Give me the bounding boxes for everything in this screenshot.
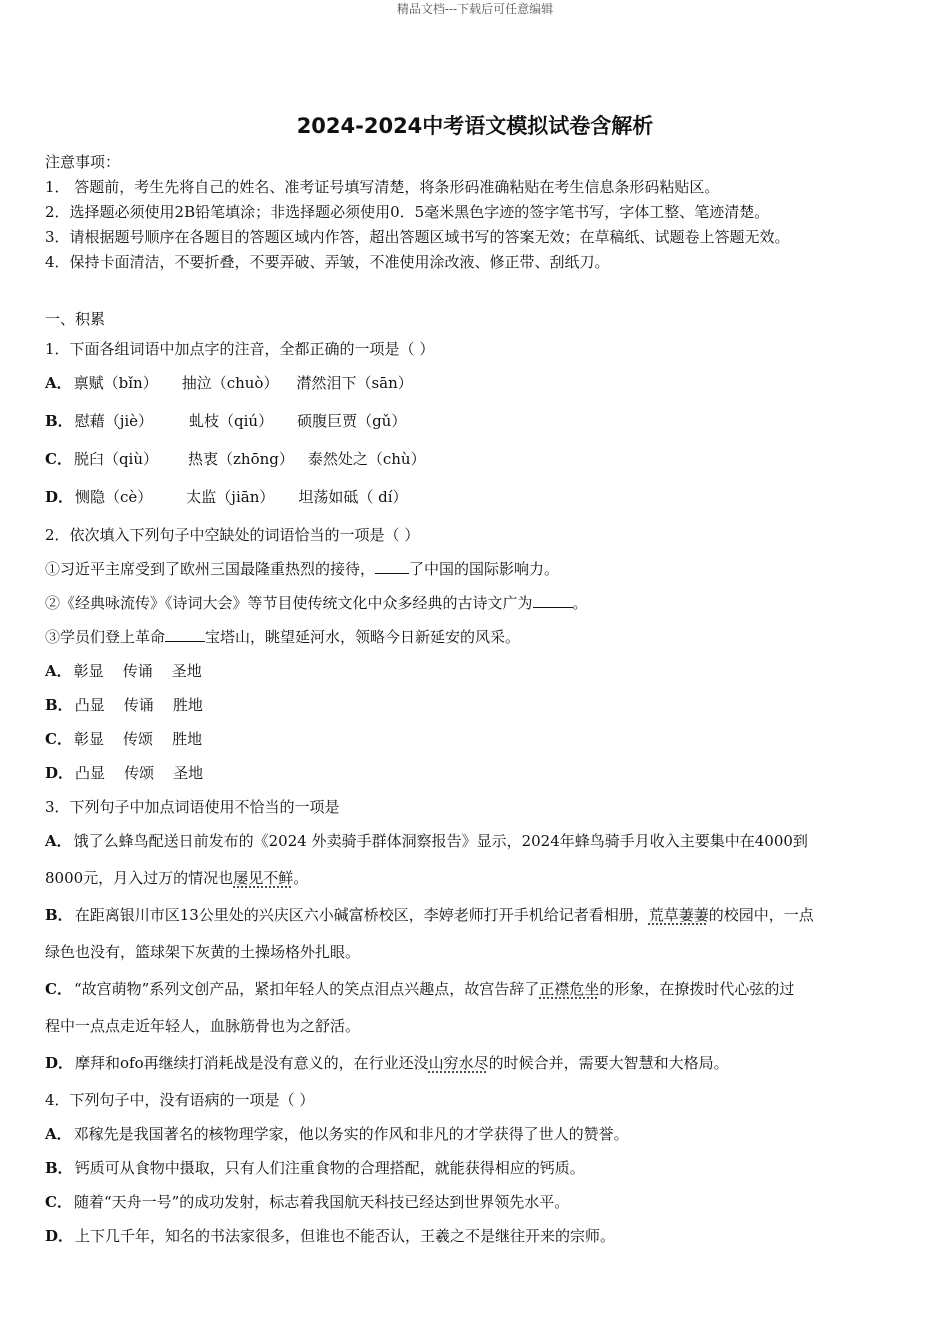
q2-option-d-text: 凸显 传颂 圣地 bbox=[75, 764, 204, 782]
q3-option-a-text: 饿了么蜂鸟配送日前发布的《2024 外卖骑手群体洞察报告》显示，2024年蜂鸟骑手月收入主要集中在4000到 bbox=[73, 832, 808, 850]
option-label: C． bbox=[45, 1193, 72, 1211]
q4-option-c bbox=[45, 1185, 907, 1219]
q2-sentence-2 bbox=[45, 586, 907, 620]
q4-option-a-text: 邓稼先是我国著名的核物理学家，他以务实的作风和非凡的才学获得了世人的赞誉。 bbox=[73, 1125, 629, 1143]
q1-option-c bbox=[45, 442, 907, 480]
option-label: A． bbox=[45, 1125, 72, 1143]
notice-item-2: 2．选择题必须使用2B铅笔填涂；非选择题必须使用0．5毫米黑色字迹的签字笔书写，字体工整、笔迹清楚。 bbox=[45, 203, 770, 221]
q2-option-c bbox=[45, 722, 907, 756]
q1-c-word-2: 热衷（zhōng） bbox=[188, 450, 294, 468]
q1-option-d bbox=[45, 480, 907, 518]
q1-a-word-1: 禀赋（bǐn） bbox=[73, 374, 158, 392]
q2-sentence-3-start: ③学员们登上革命 bbox=[45, 628, 166, 646]
q2-sentence-3 bbox=[45, 620, 907, 654]
option-label: C． bbox=[45, 450, 72, 468]
q1-d-word-1: 恻隐（cè） bbox=[75, 488, 153, 506]
q3-option-c-text: “故宫萌物”系列文创产品，紧扣年轻人的笑点泪点兴趣点，故宫告辞了 bbox=[73, 980, 540, 998]
page-title: 2024-2024中考语文模拟试卷含解析 bbox=[296, 114, 654, 138]
option-label: A． bbox=[45, 662, 72, 680]
q2-option-b-text: 凸显 传诵 胜地 bbox=[74, 696, 203, 714]
dotted-word: 山穷水尽 bbox=[428, 1054, 489, 1072]
notice-item-3: 3．请根据题号顺序在各题目的答题区域内作答，超出答题区域书写的答案无效；在草稿纸、试题卷上答题无效。 bbox=[45, 228, 790, 246]
q1-b-word-3: 硕腹巨贾（gǔ） bbox=[297, 412, 407, 430]
option-label: A． bbox=[45, 832, 72, 850]
q2-sentence-3-end: 宝塔山，眺望延河水，领略今日新延安的风采。 bbox=[205, 628, 521, 646]
q3-option-a-line-2 bbox=[45, 861, 907, 898]
q3-stem: 3．下列句子中加点词语使用不恰当的一项是 bbox=[45, 798, 340, 816]
notice-heading: 注意事项： bbox=[45, 153, 121, 171]
dotted-word: 屡见不鲜 bbox=[233, 869, 294, 887]
q2-sentence-1 bbox=[45, 552, 907, 586]
q3-option-d-line-1 bbox=[45, 1046, 907, 1083]
q2-sentence-2-start: ②《经典咏流传》《诗词大会》等节目使传统文化中众多经典的古诗文广为 bbox=[45, 594, 533, 612]
q4-option-b bbox=[45, 1151, 907, 1185]
q2-sentence-2-end: 。 bbox=[572, 594, 588, 612]
q3-option-c-line-2: 程中一点点走近年轻人，血脉筋骨也为之舒活。 bbox=[45, 1017, 361, 1035]
dotted-word: 荒草萋萋 bbox=[648, 906, 709, 924]
option-label: B． bbox=[45, 906, 73, 924]
q3-option-a-line-1 bbox=[45, 824, 907, 861]
q2-sentence-1-start: ①习近平主席受到了欧州三国最隆重热烈的接待， bbox=[45, 560, 376, 578]
answer-blank bbox=[375, 559, 409, 574]
q2-sentence-1-end: 了中国的国际影响力。 bbox=[409, 560, 560, 578]
q2-option-a-text: 彰显 传诵 圣地 bbox=[73, 662, 202, 680]
option-label: C． bbox=[45, 980, 72, 998]
q1-c-word-3: 泰然处之（chù） bbox=[307, 450, 426, 468]
q2-option-a bbox=[45, 654, 907, 688]
q1-stem: 1．下面各组词语中加点字的注音，全都正确的一项是（ ） bbox=[45, 340, 435, 358]
q4-option-c-text: 随着“天舟一号”的成功发射，标志着我国航天科技已经达到世界领先水平。 bbox=[73, 1193, 570, 1211]
q3-option-b-text: 在距离银川市区13公里处的兴庆区六小碱富桥校区，李婷老师打开手机给记者看相册， bbox=[74, 906, 649, 924]
q1-a-word-3: 潸然泪下（sān） bbox=[296, 374, 413, 392]
option-label: B． bbox=[45, 412, 73, 430]
q1-b-word-2: 虬枝（qiú） bbox=[189, 412, 274, 430]
notice-item-1: 1． 答题前，考生先将自己的姓名、准考证号填写清楚，将条形码准确粘贴在考生信息条形码粘贴区。 bbox=[45, 178, 720, 196]
option-label: C． bbox=[45, 730, 72, 748]
q1-b-word-1: 慰藉（jiè） bbox=[74, 412, 154, 430]
q3-option-b-line-1 bbox=[45, 898, 907, 935]
dotted-word: 正襟危坐 bbox=[539, 980, 600, 998]
q4-option-b-text: 钙质可从食物中摄取，只有人们注重食物的合理搭配，就能获得相应的钙质。 bbox=[74, 1159, 585, 1177]
header-note: 精品文档---下载后可任意编辑 bbox=[396, 2, 554, 16]
option-label: D． bbox=[45, 488, 74, 506]
q2-stem: 2．依次填入下列句子中空缺处的词语恰当的一项是（ ） bbox=[45, 526, 420, 544]
q2-option-d bbox=[45, 756, 907, 790]
answer-blank bbox=[533, 593, 573, 608]
q1-d-word-2: 太监（jiān） bbox=[186, 488, 275, 506]
q3-option-c-text-end: 的形象，在撩拨时代心弦的过 bbox=[599, 980, 795, 998]
q2-option-c-text: 彰显 传颂 胜地 bbox=[73, 730, 203, 748]
option-label: B． bbox=[45, 1159, 73, 1177]
q1-c-word-1: 脱臼（qiù） bbox=[73, 450, 159, 468]
notice-item-4: 4．保持卡面清洁，不要折叠，不要弄破、弄皱，不准使用涂改液、修正带、刮纸刀。 bbox=[45, 253, 610, 271]
q4-option-d bbox=[45, 1219, 907, 1253]
q4-option-d-text: 上下几千年，知名的书法家很多，但谁也不能否认，王羲之不是继往开来的宗师。 bbox=[75, 1227, 616, 1245]
section-heading: 一、积累 bbox=[45, 310, 106, 328]
document-body bbox=[45, 150, 907, 1253]
q1-a-word-2: 抽泣（chuò） bbox=[181, 374, 279, 392]
answer-blank bbox=[165, 627, 205, 642]
q2-option-b bbox=[45, 688, 907, 722]
q1-option-a bbox=[45, 366, 907, 404]
q3-option-b-text-end: 的校园中，一点 bbox=[708, 906, 814, 924]
q4-stem: 4．下列句子中，没有语病的一项是（ ） bbox=[45, 1091, 315, 1109]
option-label: B． bbox=[45, 696, 73, 714]
q1-d-word-3: 坦荡如砥（ dí） bbox=[298, 488, 408, 506]
option-label: D． bbox=[45, 1054, 74, 1072]
q3-option-a-text-cont: 8000元，月入过万的情况也 bbox=[45, 869, 234, 887]
q3-option-c-line-1 bbox=[45, 972, 907, 1009]
option-label: D． bbox=[45, 764, 74, 782]
option-label: A． bbox=[45, 374, 72, 392]
q3-option-d-text-end: 的时候合并，需要大智慧和大格局。 bbox=[488, 1054, 729, 1072]
q3-option-d-text: 摩拜和ofo再继续打消耗战是没有意义的，在行业还没 bbox=[75, 1054, 429, 1072]
q3-option-a-end: 。 bbox=[293, 869, 309, 887]
q1-option-b bbox=[45, 404, 907, 442]
option-label: D． bbox=[45, 1227, 74, 1245]
q3-option-b-line-2: 绿色也没有，篮球架下灰黄的土操场格外扎眼。 bbox=[45, 943, 361, 961]
q4-option-a bbox=[45, 1117, 907, 1151]
